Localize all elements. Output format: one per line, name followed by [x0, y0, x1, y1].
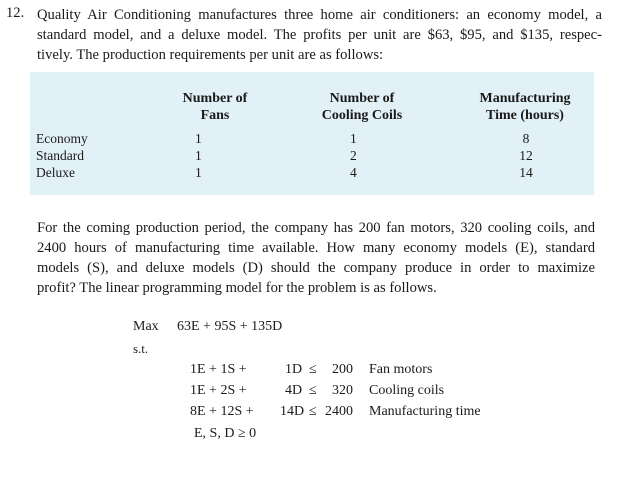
header-line: Fans: [200, 108, 230, 123]
requirements-table: [30, 72, 594, 195]
objective-function: 63E + 95S + 135D: [177, 319, 283, 334]
problem-number: 12.: [6, 5, 25, 21]
cell-coils: 2: [350, 148, 357, 163]
intro-line: Quality Air Conditioning manufactures three home air conditioners: an economy model, a: [37, 7, 602, 23]
constraint-description: Cooling coils: [369, 383, 445, 398]
constraint-operator: ≤: [309, 362, 317, 377]
nonnegativity-constraint: E, S, D ≥ 0: [194, 426, 257, 441]
cell-time: 8: [522, 131, 530, 146]
subject-to-label: s.t.: [133, 341, 149, 356]
constraint-d-term: 14D: [280, 404, 305, 419]
constraint-d-term: 1D: [285, 362, 303, 377]
header-line: Manufacturing: [479, 91, 571, 106]
constraint-lhs: 8E + 12S +: [190, 404, 254, 419]
problem-paragraph: [37, 218, 595, 298]
objective-label: Max: [133, 319, 159, 334]
intro-line: tively. The production requirements per unit are as follows:: [37, 47, 384, 63]
header-time: [455, 90, 595, 124]
paragraph-line: models (S), and deluxe models (D) should the company produce in order to maximize: [37, 260, 595, 276]
header-fans: [150, 90, 280, 124]
cell-time: 12: [519, 148, 533, 163]
cell-fans: 1: [195, 148, 202, 163]
header-line: Number of: [329, 91, 395, 106]
constraint-operator: ≤: [309, 404, 317, 419]
header-line: Time (hours): [486, 108, 564, 123]
problem-intro: [37, 5, 602, 65]
constraint-rhs: 320: [332, 383, 353, 398]
constraint-description: Fan motors: [369, 362, 433, 377]
paragraph-line: profit? The linear programming model for the problem is as follows.: [37, 280, 437, 296]
row-label-economy: Economy: [36, 131, 88, 146]
intro-line: standard model, and a deluxe model. The profits per unit are $63, $95, and $135, respec-: [37, 27, 602, 43]
cell-coils: 4: [350, 165, 357, 180]
cell-time: 14: [519, 165, 533, 180]
row-label-standard: Standard: [36, 148, 84, 163]
cell-coils: 1: [350, 131, 357, 146]
header-coils: [292, 90, 432, 124]
cell-fans: 1: [195, 131, 202, 146]
header-line: Number of: [182, 91, 248, 106]
constraint-rhs: 200: [332, 362, 353, 377]
constraint-lhs: 1E + 1S +: [190, 362, 247, 377]
header-line: Cooling Coils: [321, 108, 403, 123]
cell-fans: 1: [195, 165, 202, 180]
constraint-d-term: 4D: [285, 383, 303, 398]
row-label-deluxe: Deluxe: [36, 165, 75, 180]
constraint-operator: ≤: [309, 383, 317, 398]
paragraph-line: For the coming production period, the company has 200 fan motors, 320 cooling coils, and: [37, 220, 595, 236]
constraint-rhs: 2400: [325, 404, 353, 419]
constraint-description: Manufacturing time: [369, 404, 481, 419]
paragraph-line: 2400 hours of manufacturing time available. How many economy models (E), standard: [37, 240, 595, 256]
constraint-lhs: 1E + 2S +: [190, 383, 247, 398]
